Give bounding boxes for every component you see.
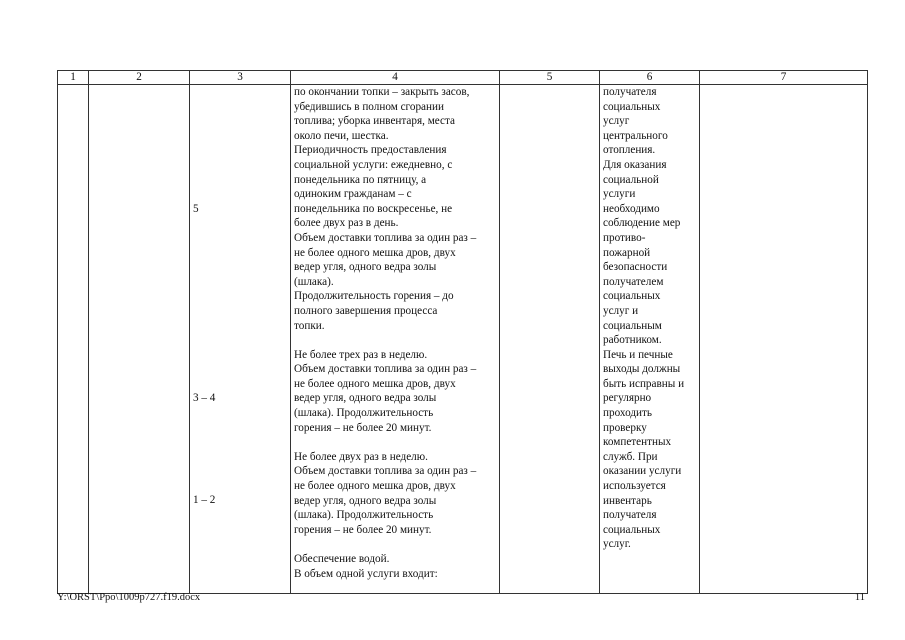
header-row [58,71,868,85]
conditions-text: получателя социальных услуг центрального отопления. Для оказания социальной услуги необходимо соблюдение мер противо- пожарной безопасности получателем социальных услуг и социальным работником. Печь и печные выходы должны быть исправны и регулярно проходить проверку компетентных служб. При оказании услуги используется инвентарь получателя социальных услуг. [603,86,685,551]
footer-file-path: Y:\ORST\Ppo\1009p727.f19.docx [57,592,201,603]
cell-conditions [600,85,700,594]
frequency-value: 1 – 2 [193,494,216,506]
services-table [57,70,868,594]
cell-frequency [190,85,291,594]
col-header-1: 1 [58,71,89,85]
cell-description [291,85,500,594]
cell-col-1 [58,85,89,594]
frequency-value: 5 [193,203,199,215]
col-header-5: 5 [500,71,600,85]
cell-col-7 [700,85,868,594]
col-header-2: 2 [89,71,190,85]
table-row [58,85,868,594]
page-number: 11 [854,592,865,603]
cell-col-5 [500,85,600,594]
cell-col-2 [89,85,190,594]
col-header-4: 4 [291,71,500,85]
description-text: по окончании топки – закрыть засов, убедившись в полном сгорании топлива; уборка инвентаря, места около печи, шестка. Периодичность предоставления социальной услуги: ежедневно, с понедельника по пятницу, а одиноким гражданам – с понедельника по воскресенье, не более двух раз в день. Объем доставки топлива за один раз – не более одного мешка дров, двух ведер угля, одного ведра золы (шлака). Продолжительность горения – до полного завершения процесса топки. Не более трех раз в неделю. Объем доставки топлива за один раз – не более одного мешка дров, двух ведер угля, одного ведра золы (шлака). Продолжительность горения – не более 20 минут. Не более двух раз в неделю. Объем доставки топлива за один раз – не более одного мешка дров, двух ведер угля, одного ведра золы (шлака). Продолжительность горения – не более 20 минут. Обеспечение водой. В объем одной услуги входит: [294,86,477,580]
col-header-7: 7 [700,71,868,85]
frequency-value: 3 – 4 [193,392,216,404]
col-header-6: 6 [600,71,700,85]
col-header-3: 3 [190,71,291,85]
